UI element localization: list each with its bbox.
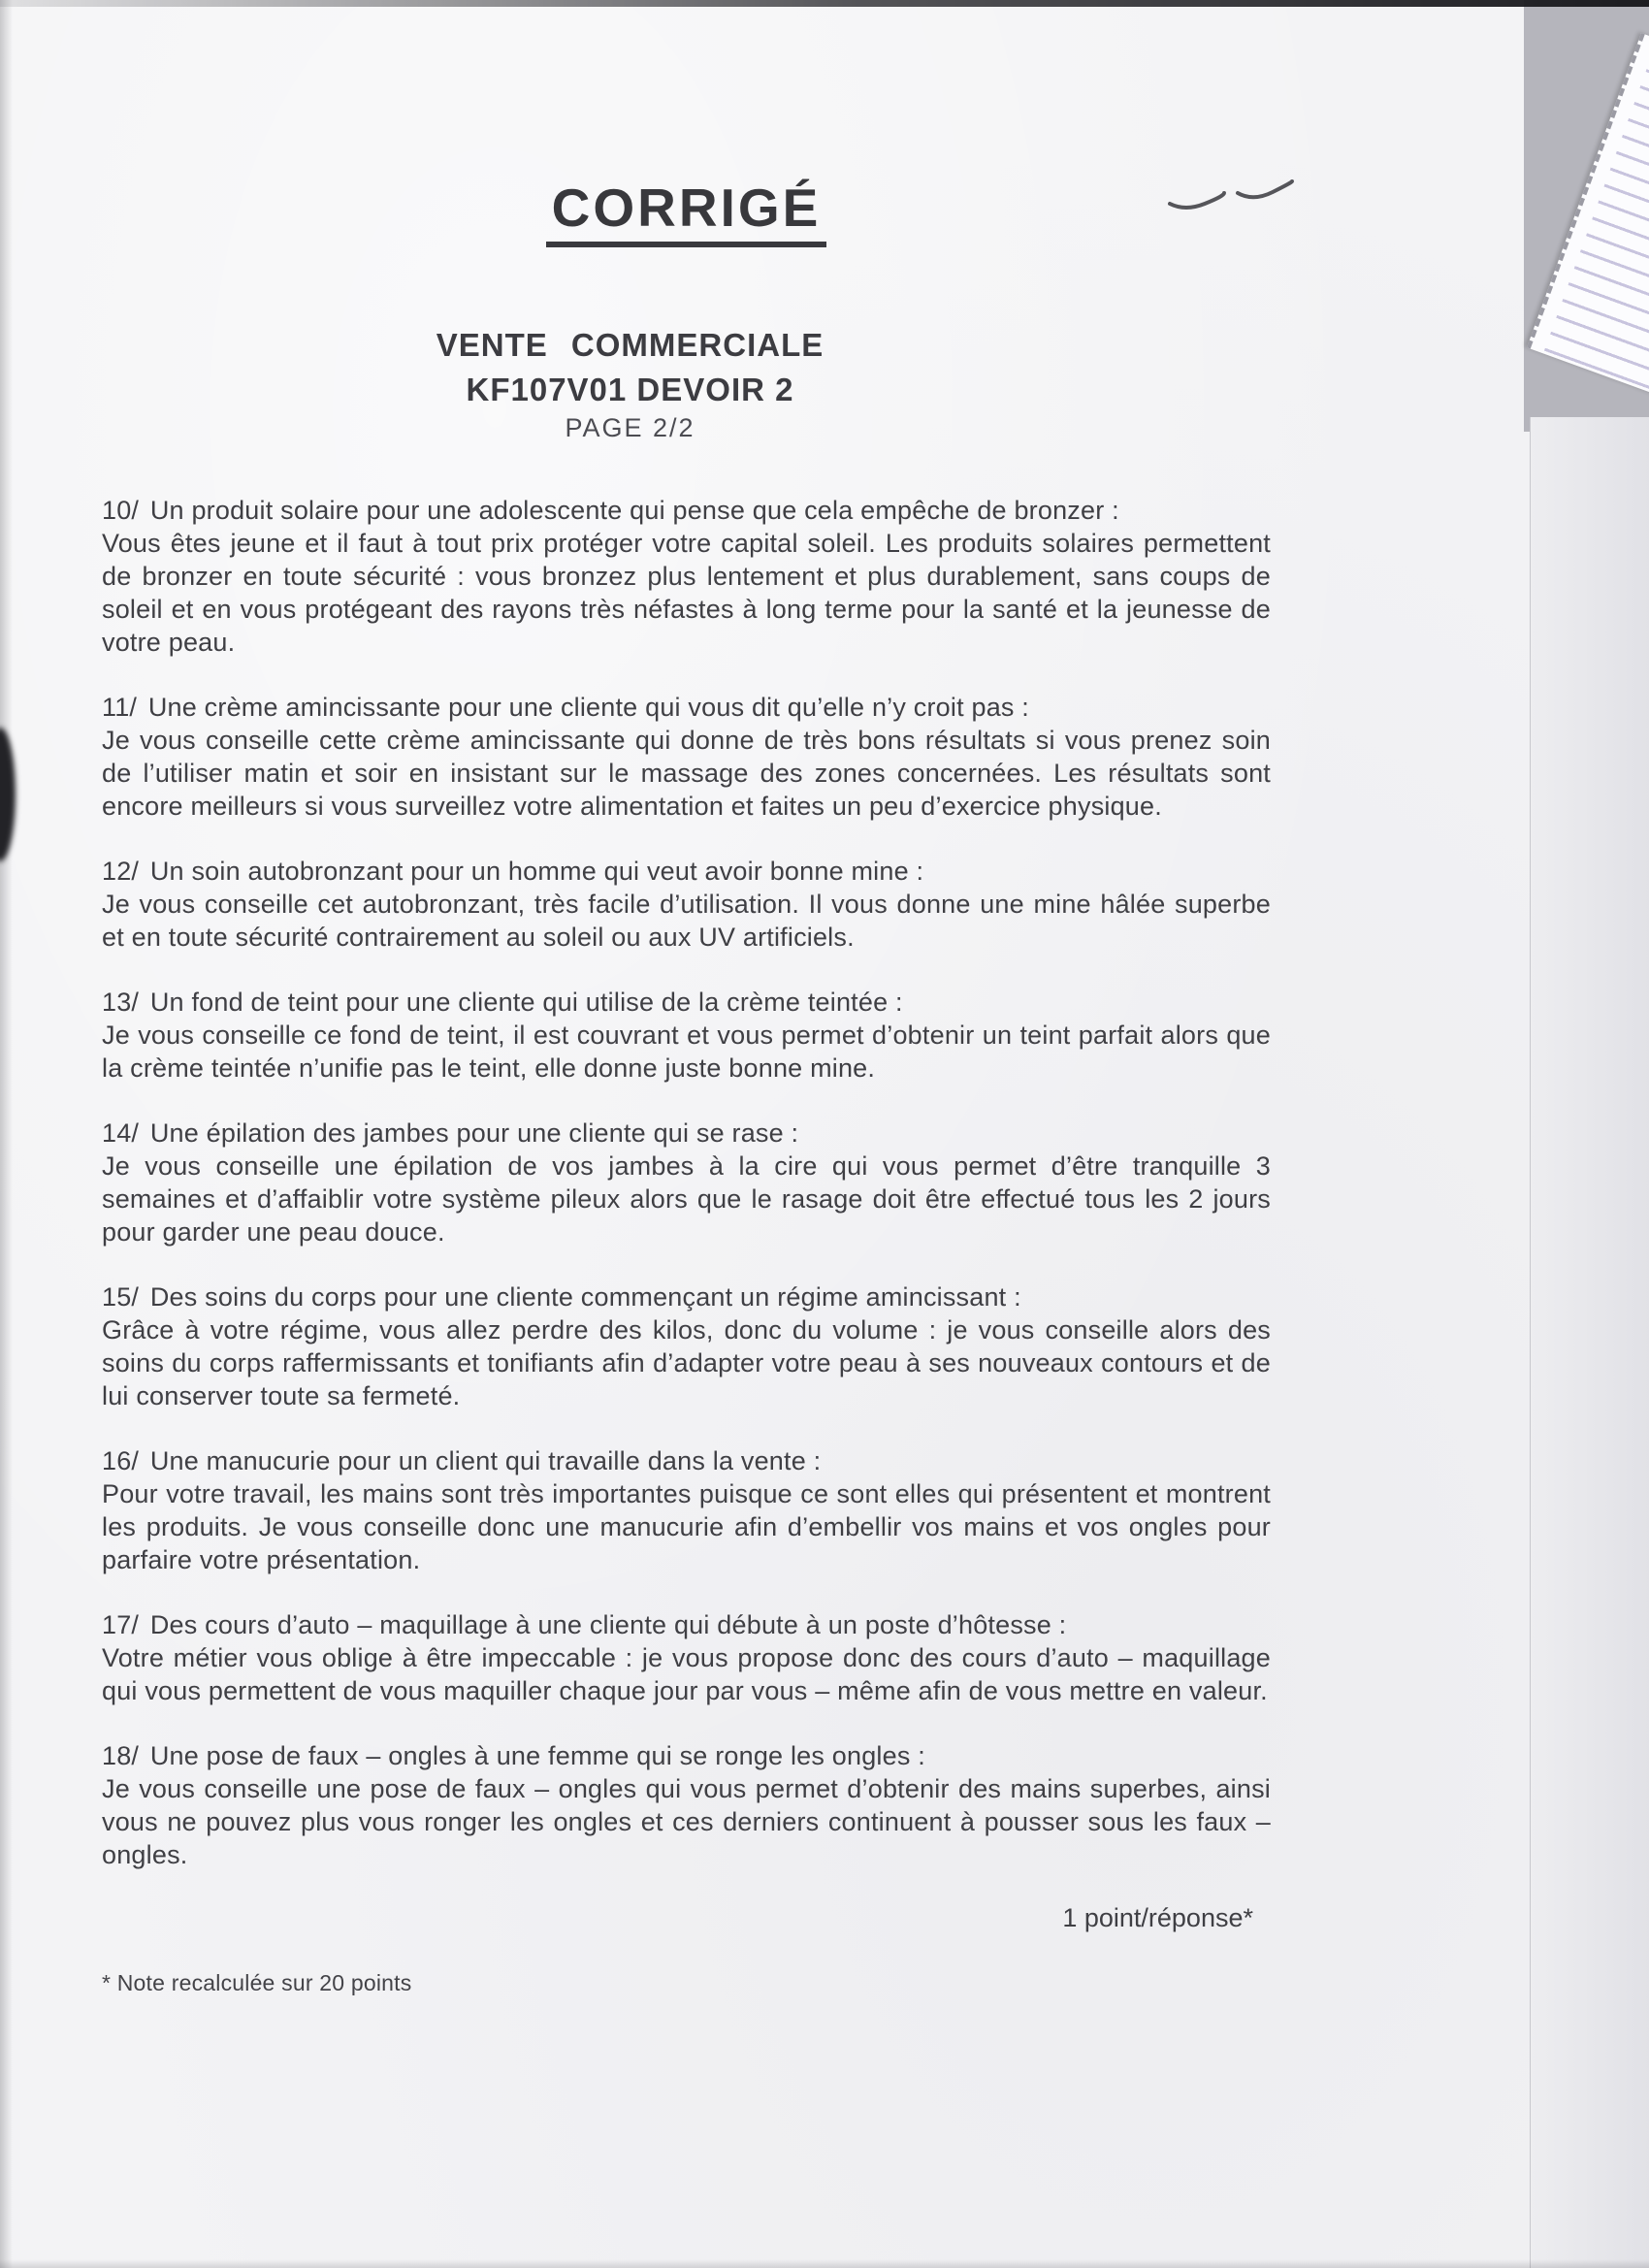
item-answer: Je vous conseille une pose de faux – ongles qui vous permet d’obtenir des mains superbes, ainsi vous ne pouvez plus vous ronger les ongles et ces derniers continuent à pousser sous les faux – ongles. [102, 1774, 1271, 1869]
item-number: 18/ [102, 1741, 140, 1770]
item-number: 12/ [102, 857, 140, 886]
item-number: 11/ [102, 693, 138, 722]
answer-item-18 [102, 1739, 1271, 1871]
item-answer: Je vous conseille ce fond de teint, il est couvrant et vous permet d’obtenir un teint parfait alors que la crème teintée n’unifie pas le teint, elle donne juste bonne mine. [102, 1021, 1271, 1083]
item-question [102, 1739, 1271, 1772]
answer-item-12 [102, 855, 1271, 954]
item-number: 13/ [102, 988, 140, 1017]
scan-left-edge-shadow [0, 0, 13, 2268]
item-question-text: Une pose de faux – ongles à une femme qui se ronge les ongles : [149, 1741, 925, 1770]
item-question [102, 494, 1271, 527]
answer-item-11 [102, 691, 1271, 823]
item-question-text: Une manucurie pour un client qui travaille dans la vente : [149, 1446, 822, 1475]
item-question-text: Un fond de teint pour une cliente qui utilise de la crème teintée : [149, 988, 903, 1017]
item-number: 14/ [102, 1118, 140, 1148]
scoring-note: 1 point/réponse* [1062, 1903, 1253, 1932]
item-question [102, 1117, 1271, 1150]
item-question-text: Un produit solaire pour une adolescente qui pense que cela empêche de bronzer : [149, 496, 1119, 525]
item-question-text: Des soins du corps pour une cliente commençant un régime amincissant : [149, 1282, 1021, 1312]
subtitle-block [46, 323, 1214, 443]
item-answer: Vous êtes jeune et il faut à tout prix protéger votre capital soleil. Les produits solaires permettent de bronzer en toute sécurité : vous bronzez plus lentement et plus durablement, sans coups de soleil et en vous protégeant des rayons très néfastes à long terme pour la santé et la jeunesse de votre peau. [102, 529, 1271, 657]
answer-item-17 [102, 1608, 1271, 1707]
item-number: 16/ [102, 1446, 140, 1475]
footnote: * Note recalculée sur 20 points [102, 1970, 412, 1995]
item-answer: Je vous conseille cet autobronzant, très facile d’utilisation. Il vous donne une mine hâlée superbe et en toute sécurité contrairement au soleil ou aux UV artificiels. [102, 890, 1271, 952]
item-question-text: Une épilation des jambes pour une cliente qui se rase : [149, 1118, 799, 1148]
item-answer: Votre métier vous oblige à être impeccable : je vous propose donc des cours d’auto – maquillage qui vous permettent de vous maquiller chaque jour par vous – même afin de vous mettre en valeur. [102, 1643, 1271, 1705]
page-number: PAGE 2/2 [565, 413, 695, 442]
item-answer: Je vous conseille une épilation de vos jambes à la cire qui vous permet d’être tranquille 3 semaines et d’affaiblir votre système pileux alors que le rasage doit être effectué tous les 2 jours pour garder une peau douce. [102, 1151, 1271, 1247]
document-content [102, 0, 1271, 1996]
item-question-text: Des cours d’auto – maquillage à une cliente qui débute à un poste d’hôtesse : [149, 1610, 1067, 1639]
course-name: VENTE COMMERCIALE [436, 327, 824, 363]
scan-left-edge-mark [0, 728, 16, 861]
assignment-code: KF107V01 DEVOIR 2 [466, 372, 794, 407]
answer-item-14 [102, 1117, 1271, 1248]
page-right-edge [1530, 417, 1649, 2268]
answer-item-15 [102, 1280, 1271, 1412]
item-question [102, 1608, 1271, 1641]
answer-item-10 [102, 494, 1271, 659]
title-block [102, 177, 1271, 247]
document-title: CORRIGÉ [546, 177, 827, 247]
item-question [102, 986, 1271, 1019]
item-answer: Grâce à votre régime, vous allez perdre des kilos, donc du volume : je vous conseille alors des soins du corps raffermissants et tonifiants afin d’adapter votre peau à ses nouveaux contours et de lui conserver toute sa fermeté. [102, 1315, 1271, 1410]
item-question-text: Une crème amincissante pour une cliente qui vous dit qu’elle n’y croit pas : [147, 693, 1030, 722]
item-question [102, 855, 1271, 888]
item-question [102, 691, 1271, 724]
answer-item-16 [102, 1444, 1271, 1576]
item-number: 17/ [102, 1610, 140, 1639]
item-number: 10/ [102, 496, 140, 525]
item-answer: Pour votre travail, les mains sont très importantes puisque ce sont elles qui présentent et montrent les produits. Je vous conseille donc une manucurie afin d’embellir vos mains et vos ongles pour parfaire votre présentation. [102, 1479, 1271, 1574]
item-number: 15/ [102, 1282, 140, 1312]
answer-item-13 [102, 986, 1271, 1085]
item-answer: Je vous conseille cette crème amincissante qui donne de très bons résultats si vous prenez soin de l’utiliser matin et soir en insistant sur le massage des zones concernées. Les résultats sont encore meilleurs si vous surveillez votre alimentation et faites un peu d’exercice physique. [102, 726, 1271, 821]
item-question [102, 1444, 1271, 1477]
item-question-text: Un soin autobronzant pour un homme qui veut avoir bonne mine : [149, 857, 924, 886]
item-question [102, 1280, 1271, 1313]
answer-list [102, 494, 1271, 1871]
scan-bottom-edge [0, 2259, 1649, 2268]
